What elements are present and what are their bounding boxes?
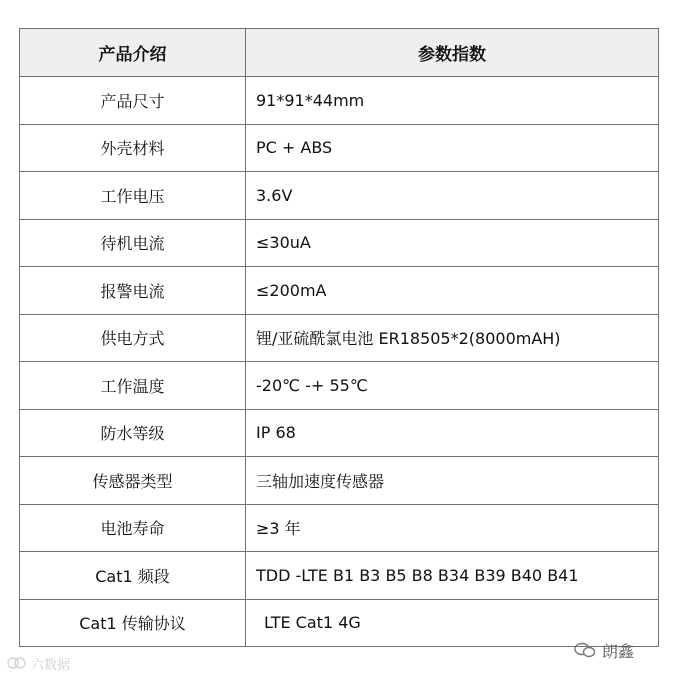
row-value: 三轴加速度传感器: [246, 457, 659, 505]
table-row: [20, 362, 659, 410]
row-name: 外壳材料: [20, 124, 246, 172]
row-value: PC + ABS: [246, 124, 659, 172]
row-value: 91*91*44mm: [246, 77, 659, 125]
spec-table: [19, 28, 659, 647]
header-product-intro: 产品介绍: [20, 29, 246, 77]
row-value: ≤30uA: [246, 219, 659, 267]
watermark-left-text: 六数据: [31, 657, 71, 673]
watermark-right-text: 朗鑫: [601, 641, 634, 661]
table-row: [20, 219, 659, 267]
row-name: 工作电压: [20, 172, 246, 220]
table-row: [20, 172, 659, 220]
row-value: -20℃ -+ 55℃: [246, 362, 659, 410]
table-row: [20, 599, 659, 647]
row-value: 3.6V: [246, 172, 659, 220]
row-value: TDD -LTE B1 B3 B5 B8 B34 B39 B40 B41: [246, 552, 659, 600]
row-value: 锂/亚硫酰氯电池 ER18505*2(8000mAH): [246, 314, 659, 362]
table-row: [20, 409, 659, 457]
table-row: [20, 504, 659, 552]
table-row: [20, 457, 659, 505]
table-row: [20, 267, 659, 315]
row-value: ≥3 年: [246, 504, 659, 552]
table-row: [20, 314, 659, 362]
table-row: [20, 552, 659, 600]
row-name: 传感器类型: [20, 457, 246, 505]
row-name: 待机电流: [20, 219, 246, 267]
watermark-right: [574, 638, 634, 662]
header-parameters: 参数指数: [246, 29, 659, 77]
row-value: IP 68: [246, 409, 659, 457]
row-name: 工作温度: [20, 362, 246, 410]
row-name: Cat1 传输协议: [20, 599, 246, 647]
wechat-icon: [574, 641, 596, 659]
row-name: Cat1 频段: [20, 552, 246, 600]
table-header-row: [20, 29, 659, 77]
row-name: 电池寿命: [20, 504, 246, 552]
row-value: LTE Cat1 4G: [246, 599, 659, 647]
row-name: 产品尺寸: [20, 77, 246, 125]
watermark-left: [6, 652, 70, 674]
row-value: ≤200mA: [246, 267, 659, 315]
table-row: [20, 77, 659, 125]
table-row: [20, 124, 659, 172]
row-name: 防水等级: [20, 409, 246, 457]
row-name: 报警电流: [20, 267, 246, 315]
row-name: 供电方式: [20, 314, 246, 362]
logo-icon: [6, 654, 28, 672]
